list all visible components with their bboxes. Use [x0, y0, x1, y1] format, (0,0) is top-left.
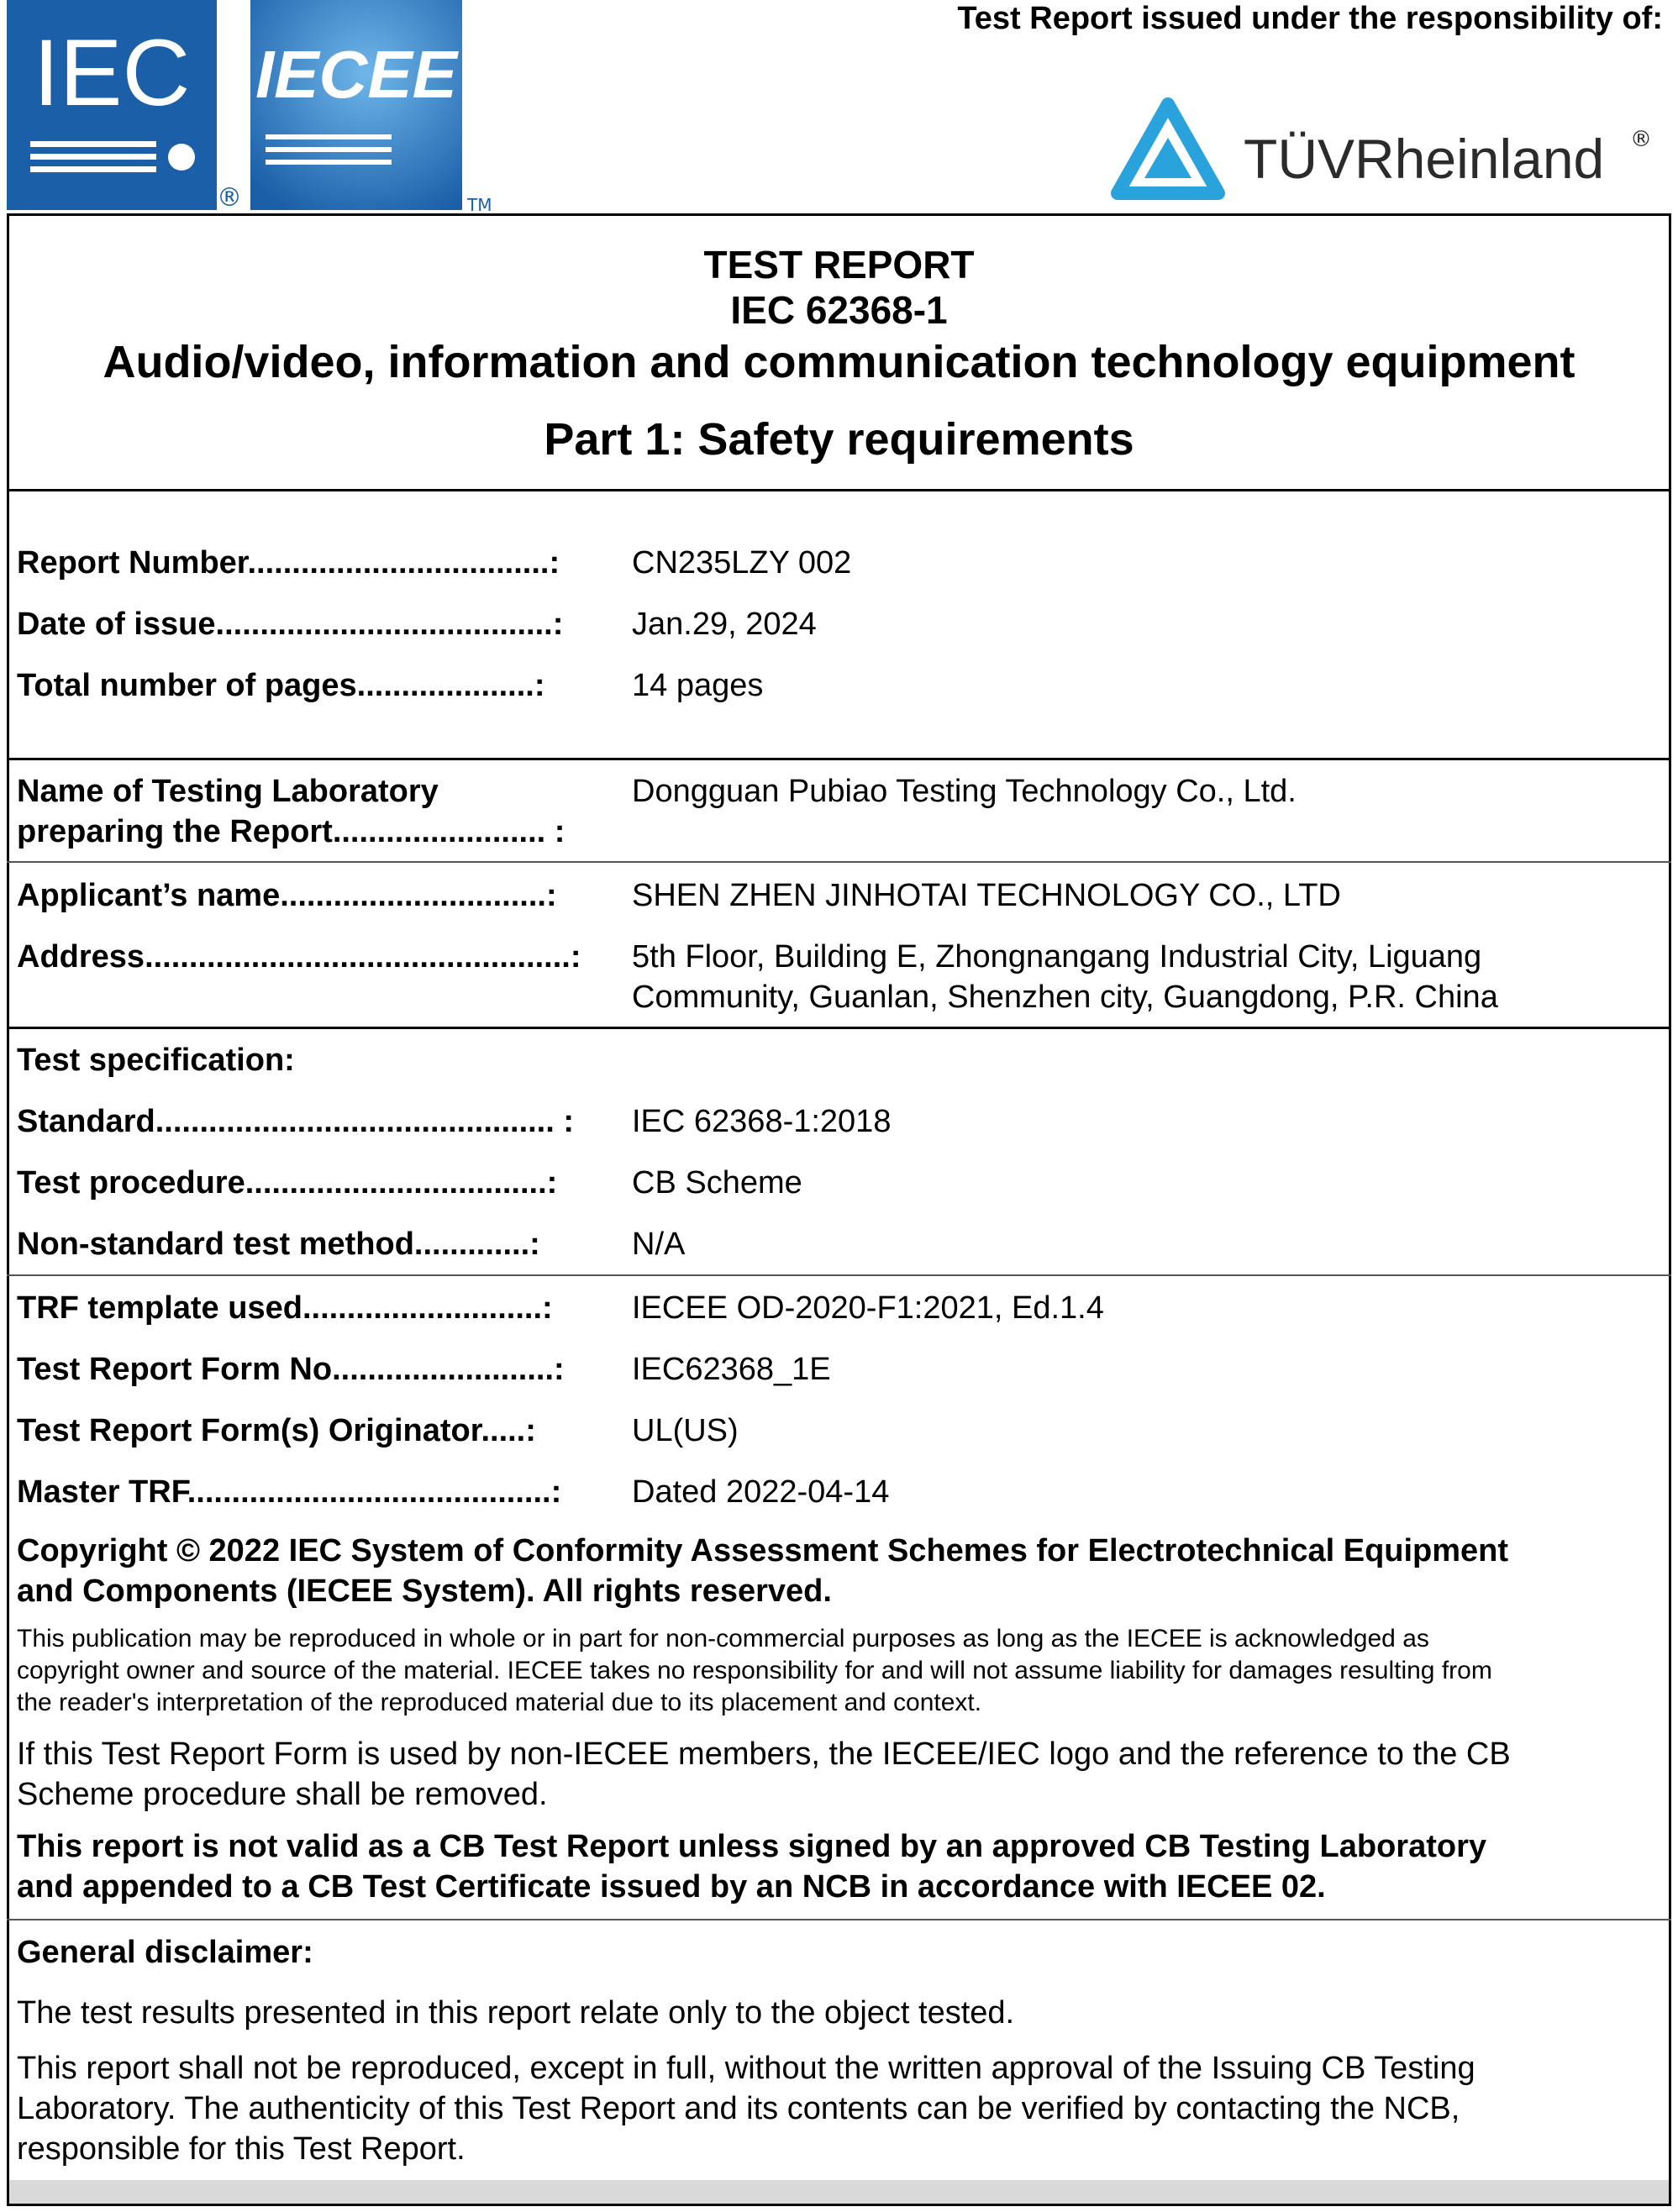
responsibility-text: Test Report issued under the responsibility of:: [957, 1, 1663, 36]
copyright-notice: This publication may be reproduced in whole or in part for non-commercial purposes as long as the IECEE is acknowledged as copyright owner and source of the material. IECEE takes no responsibility for and will not assume liability for damages resulting from the reader's interpretation of the reproduced material due to its placement and context.: [17, 1625, 1492, 1716]
report-frame: [7, 213, 1671, 2206]
registered-mark: ®: [217, 183, 242, 213]
lab-name-label: Name of Testing Laboratory preparing the Report........................ :: [17, 774, 565, 849]
svg-text:IEC: IEC: [33, 20, 191, 125]
iecee-logo: [250, 0, 462, 210]
footer-bar: [9, 2180, 1669, 2204]
non-standard-value: N/A: [632, 1227, 686, 1262]
test-procedure-label: Test procedure..................................:: [17, 1165, 558, 1201]
trademark-mark: TM: [467, 195, 492, 215]
trf-template-label: TRF template used...........................:: [17, 1290, 553, 1326]
svg-text:IECEE: IECEE: [255, 37, 458, 112]
copyright-heading: Copyright © 2022 IEC System of Conformity Assessment Schemes for Electrotechnical Equipment and Components (IECEE System). All rights reserved.: [17, 1533, 1509, 1609]
disclaimer-line: The test results presented in this report relate only to the object tested.: [17, 1995, 1015, 2031]
divider: [7, 489, 1671, 491]
divider: [7, 758, 1671, 760]
address-label: Address................................................:: [17, 939, 581, 975]
applicant-label: Applicant’s name..............................:: [17, 878, 557, 913]
validity-notice: This report is not valid as a CB Test Report unless signed by an approved CB Testing Laboratory and appended to a CB Test Certificate issued by an NCB in accordance with IECEE 02.: [17, 1829, 1487, 1905]
address-value: 5th Floor, Building E, Zhongnangang Industrial City, Liguang Community, Guanlan, Shenzhen city, Guangdong, P.R. China: [632, 939, 1498, 1015]
svg-text:TÜVRheinland: TÜVRheinland: [1244, 128, 1605, 190]
applicant-value: SHEN ZHEN JINHOTAI TECHNOLOGY CO., LTD: [632, 878, 1341, 913]
trf-originator-label: Test Report Form(s) Originator.....:: [17, 1413, 536, 1448]
divider: [7, 1919, 1671, 1920]
tuv-rheinland-logo: [1109, 94, 1664, 203]
report-number-value: CN235LZY 002: [632, 545, 852, 581]
equipment-title: Audio/video, information and communication technology equipment: [103, 337, 1575, 387]
master-trf-label: Master TRF.........................................:: [17, 1474, 562, 1510]
lab-name-value: Dongguan Pubiao Testing Technology Co., Ltd.: [632, 774, 1297, 809]
report-number-label: Report Number..................................:: [17, 545, 560, 581]
non-standard-label: Non-standard test method.............:: [17, 1227, 540, 1262]
master-trf-value: Dated 2022-04-14: [632, 1474, 890, 1510]
test-spec-heading: Test specification:: [17, 1043, 295, 1078]
standard-title: IEC 62368-1: [730, 288, 948, 332]
test-procedure-value: CB Scheme: [632, 1165, 802, 1201]
part-title: Part 1: Safety requirements: [544, 414, 1134, 465]
trf-form-no-value: IEC62368_1E: [632, 1352, 831, 1387]
iec-logo: [7, 0, 217, 210]
standard-label: Standard............................................. :: [17, 1104, 575, 1139]
date-of-issue-value: Jan.29, 2024: [632, 607, 817, 642]
date-of-issue-label: Date of issue......................................:: [17, 607, 564, 642]
non-member-notice: If this Test Report Form is used by non-IECEE members, the IECEE/IEC logo and the reference to the CB Scheme procedure shall be removed.: [17, 1736, 1511, 1812]
report-title: TEST REPORT: [703, 243, 975, 286]
trf-originator-value: UL(US): [632, 1413, 739, 1448]
total-pages-value: 14 pages: [632, 668, 764, 703]
svg-text:®: ®: [1630, 127, 1652, 152]
divider: [7, 861, 1671, 863]
divider: [7, 1274, 1671, 1276]
divider: [7, 1027, 1671, 1029]
total-pages-label: Total number of pages....................:: [17, 668, 545, 703]
disclaimer-paragraph: This report shall not be reproduced, except in full, without the written approval of the Issuing CB Testing Laboratory. The authenticity of this Test Report and its contents can be verified by contacting the NCB, responsible for this Test Report.: [17, 2051, 1475, 2167]
trf-form-no-label: Test Report Form No.........................:: [17, 1352, 565, 1387]
trf-template-value: IECEE OD-2020-F1:2021, Ed.1.4: [632, 1290, 1104, 1326]
disclaimer-heading: General disclaimer:: [17, 1935, 313, 1970]
standard-value: IEC 62368-1:2018: [632, 1104, 892, 1139]
